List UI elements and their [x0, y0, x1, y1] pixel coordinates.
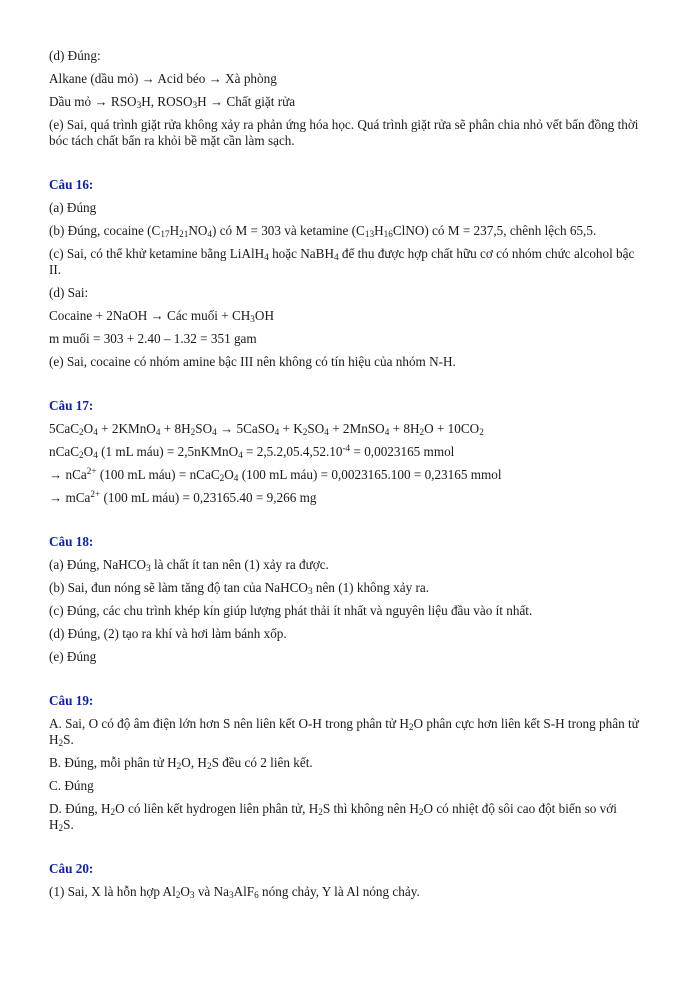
answer-1: (1) Sai, X là hỗn hợp $Al_2O_3$ và $Na_3AlF_6$ nóng chảy, Y là Al nóng chảy.: [49, 884, 420, 900]
answer-b: (b) Sai, đun nóng sẽ làm tăng độ tan của NaHCO$_3$ nên (1) không xảy ra.: [49, 580, 430, 596]
answer-a: (a) Đúng, NaHCO$_3$ là chất ít tan nên (1) xảy ra được.: [49, 557, 329, 573]
reaction-line: Cocaine + 2NaOH → Các muối + $CH_3OH$: [49, 308, 274, 324]
reaction-line: Dầu mỏ → $RSO_3H$, $ROSO_3H$ → Chất giặt rửa: [49, 94, 296, 110]
calculation-line: m muối = 303 + 2.40 – 1.32 = 351 gam: [49, 331, 257, 346]
answer-d: (d) Sai:: [49, 285, 89, 300]
reaction-line: $5CaC_2O_4$ + 2KMnO$_4$ + $8H_2SO_4$ → 5CaSO$_4$ + $K_2SO_4$ + 2MnSO$_4$ + $8H_2O + 10CO_2$: [49, 421, 484, 437]
question-17-title: Câu 17:: [49, 398, 94, 413]
answer-e: (e) Sai, quá trình giặt rửa không xảy ra phản ứng hóa học. Quá trình giặt rửa sẽ phân chia nhỏ vết bẩn đồng thời bóc tách chất bẩn ra khỏi bề mặt cần làm sạch.: [49, 117, 639, 148]
answer-e: (e) Sai, cocaine có nhóm amine bậc III nên không có tín hiệu của nhóm N-H.: [49, 354, 456, 369]
document-page: [49, 48, 639, 900]
answer-c: (c) Đúng, các chu trình khép kín giúp lượng phát thải ít nhất và nguyên liệu đầu vào ít nhất.: [49, 603, 533, 618]
calculation-line: → nCa$^{2+}$ (100 mL máu) = $nCaC_2O_4$ (100 mL máu) = 0,0023165.100 = 0,23165 mmol: [49, 466, 502, 483]
question-19-title: Câu 19:: [49, 693, 94, 708]
answer-d: (d) Đúng, (2) tạo ra khí và hơi làm bánh xốp.: [49, 626, 287, 641]
question-18-title: Câu 18:: [49, 534, 94, 549]
answer-D: D. Đúng, $H_2O$ có liên kết hydrogen liên phân tử, $H_2S$ thì không nên $H_2O$ có nhiệt độ sôi cao đột biến so với $H_2S$.: [49, 801, 617, 833]
answer-d: (d) Đúng:: [49, 48, 101, 63]
answer-b: (b) Đúng, cocaine $(C_{17}H_{21}NO_4)$ có M = 303 và ketamine $(C_{13}H_{16}ClNO)$ có M = 237,5, chênh lệch 65,5.: [49, 223, 597, 239]
calculation-line: → mCa$^{2+}$ (100 mL máu) = 0,23165.40 = 9,266 mg: [49, 489, 317, 505]
answer-c: (c) Sai, có thể khử ketamine bằng LiAlH$_4$ hoặc NaBH$_4$ để thu được hợp chất hữu cơ có nhóm chức alcohol bậc II.: [49, 246, 635, 277]
answer-a: (a) Đúng: [49, 200, 97, 215]
reaction-line: Alkane (dầu mỏ) → Acid béo → Xà phòng: [49, 71, 277, 86]
answer-B: B. Đúng, mỗi phân tử $H_2O$, $H_2S$ đều có 2 liên kết.: [49, 755, 313, 771]
answer-e: (e) Đúng: [49, 649, 97, 664]
calculation-line: $nCaC_2O_4$ (1 mL máu) = 2,5nKMnO$_4$ = $2,5.2,05.4,52.10^{-4} = 0,0023165$ mmol: [49, 443, 455, 460]
question-20-title: Câu 20:: [49, 861, 94, 876]
answer-A: A. Sai, O có độ âm điện lớn hơn S nên liên kết O-H trong phân tử $H_2O$ phân cực hơn liên kết S-H trong phân tử $H_2S$.: [49, 716, 639, 748]
answer-C: C. Đúng: [49, 778, 94, 793]
question-16-title: Câu 16:: [49, 177, 94, 192]
